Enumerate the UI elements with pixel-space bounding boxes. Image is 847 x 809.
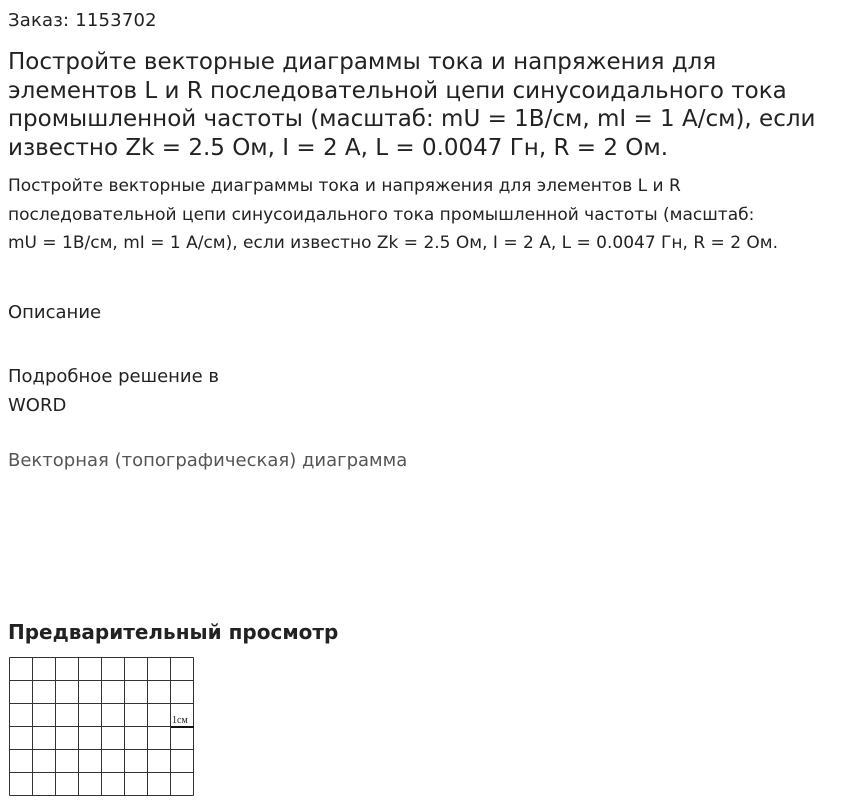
preview-grid-lines (10, 658, 194, 796)
preview-heading: Предварительный просмотр (8, 620, 339, 644)
solution-format-text: Подробное решение в WORD (8, 366, 220, 416)
task-description: Постройте векторные диаграммы тока и напряжения для элементов L и R последовательной цепи синусоидального тока промышленной частоты (масштаб: mU = 1В/см, mI = 1 А/см), если известно Zk = 2.5 Ом, I = 2 А, L = 0.0047 Гн, R = 2 Ом. (8, 176, 779, 253)
scale-label: 1см (172, 715, 188, 726)
description-heading: Описание (8, 302, 102, 323)
diagram-caption: Векторная (топографическая) диаграмма (8, 450, 408, 471)
order-number: Заказ: 1153702 (8, 10, 157, 31)
page-title: Постройте векторные диаграммы тока и напряжения для элементов L и R последовательной цепи синусоидального тока промышленной частоты (масштаб: mU = 1В/см, mI = 1 А/см), если известно Zk = 2.5 Ом, I = 2 А, L = 0.0047 Гн, R = 2 Ом. (8, 49, 816, 161)
preview-image (8, 656, 196, 798)
